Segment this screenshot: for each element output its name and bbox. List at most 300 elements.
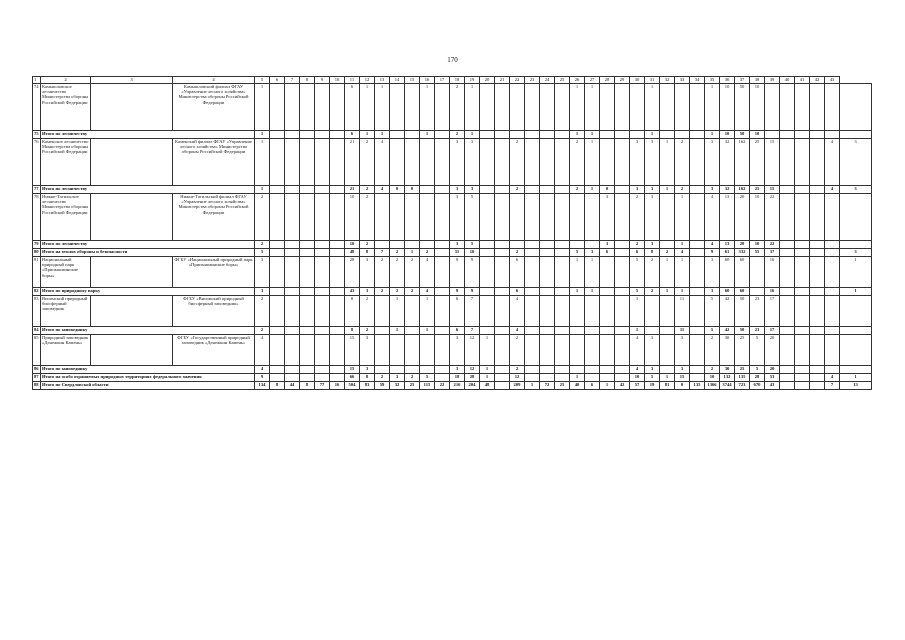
value-cell: 17 xyxy=(765,296,780,327)
value-cell: 2 xyxy=(405,257,420,288)
value-cell xyxy=(615,249,630,257)
value-cell xyxy=(690,288,705,296)
value-cell: 5 xyxy=(645,374,660,382)
value-cell: 57 xyxy=(630,382,645,390)
value-cell: 30 xyxy=(720,366,735,374)
value-cell xyxy=(600,366,615,374)
value-cell xyxy=(840,327,872,335)
value-cell xyxy=(810,186,825,194)
value-cell xyxy=(555,374,570,382)
value-cell: 48 xyxy=(480,382,495,390)
total-row xyxy=(33,288,872,296)
value-cell: 12 xyxy=(510,374,525,382)
value-cell: 3 xyxy=(705,139,720,186)
value-cell: 4 xyxy=(420,257,435,288)
value-cell: 134 xyxy=(255,382,270,390)
value-cell xyxy=(600,327,615,335)
value-cell xyxy=(525,288,540,296)
value-cell: 28 xyxy=(345,257,360,288)
value-cell xyxy=(405,296,420,327)
value-cell: 4 xyxy=(630,366,645,374)
header-cell: 41 xyxy=(795,77,810,84)
value-cell xyxy=(690,296,705,327)
value-cell xyxy=(525,366,540,374)
value-cell xyxy=(525,374,540,382)
value-cell xyxy=(555,296,570,327)
value-cell: 43 xyxy=(765,382,780,390)
value-cell xyxy=(555,288,570,296)
value-cell xyxy=(600,335,615,366)
value-cell: 4 xyxy=(375,139,390,186)
value-cell: 2 xyxy=(645,257,660,288)
value-cell: 1 xyxy=(675,194,690,241)
value-cell: 10 xyxy=(720,84,735,131)
value-cell: 1 xyxy=(630,296,645,327)
value-cell: 28 xyxy=(465,374,480,382)
total-row xyxy=(33,249,872,257)
value-cell xyxy=(555,131,570,139)
value-cell: 42 xyxy=(720,327,735,335)
value-cell xyxy=(615,288,630,296)
value-cell: 3 xyxy=(630,139,645,186)
value-cell xyxy=(780,366,795,374)
header-cell: 13 xyxy=(375,77,390,84)
value-cell xyxy=(270,366,285,374)
value-cell xyxy=(540,241,555,249)
value-cell xyxy=(795,335,810,366)
value-cell: 1 xyxy=(420,84,435,131)
value-cell: 42 xyxy=(615,382,630,390)
value-cell xyxy=(600,257,615,288)
value-cell xyxy=(315,374,330,382)
value-cell xyxy=(690,257,705,288)
value-cell xyxy=(555,366,570,374)
value-cell xyxy=(825,84,840,131)
value-cell: 3 xyxy=(450,335,465,366)
value-cell xyxy=(615,139,630,186)
value-cell xyxy=(435,288,450,296)
value-cell xyxy=(585,327,600,335)
value-cell xyxy=(285,327,300,335)
value-cell: 21 xyxy=(345,139,360,186)
value-cell xyxy=(315,296,330,327)
value-cell: 3 xyxy=(255,257,270,288)
value-cell xyxy=(300,374,315,382)
value-cell xyxy=(330,288,345,296)
value-cell xyxy=(660,194,675,241)
value-cell: 2 xyxy=(645,288,660,296)
value-cell xyxy=(615,366,630,374)
value-cell xyxy=(285,288,300,296)
value-cell xyxy=(615,131,630,139)
value-cell: 20 xyxy=(765,366,780,374)
value-cell xyxy=(585,366,600,374)
header-cell: 33 xyxy=(675,77,690,84)
value-cell xyxy=(285,131,300,139)
value-cell xyxy=(570,327,585,335)
value-cell xyxy=(810,257,825,288)
value-cell: 1 xyxy=(405,249,420,257)
header-cell: 18 xyxy=(450,77,465,84)
value-cell xyxy=(405,241,420,249)
value-cell: 16 xyxy=(765,288,780,296)
value-cell: 4 xyxy=(825,374,840,382)
total-label: Итого на землях обороны и безопасности xyxy=(41,249,255,257)
value-cell: 32 xyxy=(390,382,405,390)
value-cell: 37 xyxy=(765,249,780,257)
value-cell: 4 xyxy=(705,241,720,249)
value-cell: 15 xyxy=(345,335,360,366)
header-cell: 24 xyxy=(540,77,555,84)
value-cell: 8 xyxy=(360,374,375,382)
value-cell xyxy=(615,186,630,194)
header-cell: 10 xyxy=(330,77,345,84)
value-cell xyxy=(480,296,495,327)
value-cell: 723 xyxy=(735,382,750,390)
value-cell: 132 xyxy=(720,374,735,382)
value-cell: 1 xyxy=(570,84,585,131)
row-number: 76 xyxy=(33,139,41,186)
value-cell: 3 xyxy=(360,288,375,296)
value-cell xyxy=(270,249,285,257)
value-cell: 12 xyxy=(465,335,480,366)
value-cell: 2 xyxy=(405,374,420,382)
value-cell xyxy=(600,296,615,327)
value-cell xyxy=(300,249,315,257)
total-row xyxy=(33,327,872,335)
value-cell xyxy=(270,327,285,335)
value-cell: 135 xyxy=(690,382,705,390)
value-cell xyxy=(780,194,795,241)
value-cell xyxy=(780,241,795,249)
value-cell xyxy=(825,288,840,296)
value-cell: 2 xyxy=(420,249,435,257)
value-cell: 3 xyxy=(450,194,465,241)
value-cell xyxy=(600,131,615,139)
value-cell: 20 xyxy=(735,194,750,241)
value-cell: 50 xyxy=(735,131,750,139)
value-cell xyxy=(300,288,315,296)
value-cell xyxy=(690,249,705,257)
value-cell xyxy=(825,131,840,139)
value-cell xyxy=(315,241,330,249)
value-cell xyxy=(795,131,810,139)
value-cell xyxy=(690,335,705,366)
value-cell xyxy=(795,366,810,374)
value-cell: 1 xyxy=(585,139,600,186)
value-cell xyxy=(285,257,300,288)
value-cell xyxy=(435,131,450,139)
value-cell: 50 xyxy=(735,84,750,131)
value-cell: 1 xyxy=(675,241,690,249)
value-cell xyxy=(285,194,300,241)
value-cell: 2 xyxy=(705,366,720,374)
header-cell: 40 xyxy=(780,77,795,84)
value-cell xyxy=(480,194,495,241)
value-cell: 3 xyxy=(645,366,660,374)
value-cell: 66 xyxy=(345,374,360,382)
value-cell: 11 xyxy=(675,296,690,327)
value-cell xyxy=(660,84,675,131)
value-cell: 15 xyxy=(765,139,780,186)
total-label: Итого по заповеднику xyxy=(41,327,255,335)
value-cell: 22 xyxy=(765,241,780,249)
value-cell xyxy=(495,249,510,257)
value-cell xyxy=(315,249,330,257)
value-cell: 10 xyxy=(750,241,765,249)
empty-cell xyxy=(91,296,173,327)
value-cell: 3 xyxy=(255,288,270,296)
value-cell xyxy=(795,186,810,194)
value-cell xyxy=(495,194,510,241)
value-cell: 19 xyxy=(645,382,660,390)
value-cell: 4 xyxy=(510,327,525,335)
value-cell xyxy=(300,194,315,241)
value-cell: 44 xyxy=(285,382,300,390)
header-cell: 31 xyxy=(645,77,660,84)
value-cell xyxy=(315,288,330,296)
value-cell xyxy=(285,374,300,382)
value-cell xyxy=(420,186,435,194)
value-cell: 3 xyxy=(705,257,720,288)
value-cell xyxy=(435,84,450,131)
value-cell xyxy=(555,241,570,249)
value-cell: 8 xyxy=(345,296,360,327)
value-cell xyxy=(555,139,570,186)
value-cell: 6 xyxy=(450,327,465,335)
header-cell: 27 xyxy=(585,77,600,84)
value-cell: 2 xyxy=(255,327,270,335)
value-cell: 61 xyxy=(720,249,735,257)
value-cell xyxy=(315,186,330,194)
value-cell xyxy=(270,194,285,241)
value-cell: 4 xyxy=(825,139,840,186)
value-cell xyxy=(840,296,872,327)
value-cell xyxy=(480,131,495,139)
header-cell: 19 xyxy=(465,77,480,84)
value-cell xyxy=(780,84,795,131)
value-cell: 1 xyxy=(675,257,690,288)
value-cell: 1 xyxy=(255,131,270,139)
value-cell xyxy=(330,296,345,327)
value-cell: 1 xyxy=(465,84,480,131)
header-cell: 32 xyxy=(660,77,675,84)
value-cell: 4 xyxy=(510,296,525,327)
value-cell xyxy=(615,194,630,241)
value-cell: 670 xyxy=(750,382,765,390)
value-cell xyxy=(330,139,345,186)
value-cell xyxy=(765,131,780,139)
value-cell: 13 xyxy=(720,241,735,249)
value-cell: 25 xyxy=(555,382,570,390)
value-cell xyxy=(480,139,495,186)
value-cell: 1 xyxy=(570,288,585,296)
value-cell xyxy=(780,288,795,296)
value-cell: 22 xyxy=(435,382,450,390)
value-cell xyxy=(615,374,630,382)
value-cell xyxy=(285,84,300,131)
value-cell: 25 xyxy=(735,366,750,374)
value-cell: 30 xyxy=(720,335,735,366)
value-cell xyxy=(840,366,872,374)
value-cell xyxy=(780,249,795,257)
value-cell: 18 xyxy=(450,374,465,382)
value-cell xyxy=(525,249,540,257)
value-cell: 23 xyxy=(750,327,765,335)
value-cell xyxy=(525,335,540,366)
value-cell xyxy=(660,327,675,335)
row-number: 79 xyxy=(33,241,41,249)
value-cell xyxy=(795,288,810,296)
value-cell xyxy=(555,257,570,288)
value-cell: 3 xyxy=(645,139,660,186)
value-cell xyxy=(675,84,690,131)
value-cell: 1 xyxy=(645,131,660,139)
value-cell: 10 xyxy=(750,84,765,131)
value-cell: 3 xyxy=(600,194,615,241)
value-cell xyxy=(495,139,510,186)
value-cell: 6 xyxy=(510,257,525,288)
header-cell: 23 xyxy=(525,77,540,84)
value-cell: 2 xyxy=(450,84,465,131)
value-cell xyxy=(480,257,495,288)
value-cell xyxy=(495,374,510,382)
value-cell xyxy=(795,327,810,335)
value-cell xyxy=(660,296,675,327)
organization-name: Нижне-Тагильский филиал ФГАУ «Управление лесного хозяйства» Министерства обороны Российской Федерации xyxy=(173,194,255,241)
value-cell: 2 xyxy=(405,288,420,296)
value-cell xyxy=(435,374,450,382)
value-cell xyxy=(435,194,450,241)
value-cell: 5 xyxy=(255,249,270,257)
header-cell: 36 xyxy=(720,77,735,84)
value-cell: 1 xyxy=(390,327,405,335)
value-cell: 3 xyxy=(465,186,480,194)
header-cell: 20 xyxy=(480,77,495,84)
value-cell xyxy=(540,84,555,131)
value-cell xyxy=(585,296,600,327)
value-cell: 77 xyxy=(315,382,330,390)
header-cell: 35 xyxy=(705,77,720,84)
value-cell xyxy=(600,374,615,382)
value-cell: 9 xyxy=(450,288,465,296)
value-cell xyxy=(690,131,705,139)
value-cell xyxy=(300,296,315,327)
value-cell xyxy=(270,257,285,288)
organization-name: ФГБУ «Государственный природный заповедник «Денежкин Камень» xyxy=(173,335,255,366)
value-cell xyxy=(585,241,600,249)
value-cell: 1 xyxy=(420,327,435,335)
value-cell: 4 xyxy=(825,186,840,194)
value-cell: 1366 xyxy=(705,382,720,390)
value-cell: 2 xyxy=(360,296,375,327)
value-cell xyxy=(660,366,675,374)
value-cell: 50 xyxy=(735,296,750,327)
value-cell xyxy=(510,84,525,131)
value-cell xyxy=(555,194,570,241)
value-cell xyxy=(525,257,540,288)
value-cell: 3 xyxy=(450,139,465,186)
value-cell: 1 xyxy=(480,374,495,382)
value-cell: 15 xyxy=(675,374,690,382)
value-cell: 5 xyxy=(570,249,585,257)
total-row xyxy=(33,241,872,249)
table-row xyxy=(33,139,872,186)
value-cell xyxy=(675,131,690,139)
value-cell: 10 xyxy=(705,374,720,382)
value-cell: 0 xyxy=(405,186,420,194)
header-cell: 6 xyxy=(270,77,285,84)
value-cell: 2 xyxy=(510,335,525,366)
value-cell xyxy=(810,335,825,366)
value-cell: 3 xyxy=(675,335,690,366)
value-cell: 1 xyxy=(375,84,390,131)
value-cell xyxy=(825,366,840,374)
value-cell xyxy=(795,382,810,390)
value-cell xyxy=(315,194,330,241)
value-cell xyxy=(585,194,600,241)
value-cell: 0 xyxy=(675,382,690,390)
header-cell: 11 xyxy=(345,77,360,84)
value-cell: 1 xyxy=(660,257,675,288)
empty-cell xyxy=(91,257,173,288)
value-cell xyxy=(330,131,345,139)
value-cell xyxy=(540,139,555,186)
value-cell xyxy=(810,296,825,327)
header-cell: 38 xyxy=(750,77,765,84)
value-cell: 5 xyxy=(420,374,435,382)
value-cell: 3 xyxy=(840,186,872,194)
value-cell: 5 xyxy=(465,194,480,241)
value-cell xyxy=(510,131,525,139)
value-cell xyxy=(300,186,315,194)
row-number: 82 xyxy=(33,288,41,296)
value-cell xyxy=(405,194,420,241)
value-cell xyxy=(330,241,345,249)
header-cell: 34 xyxy=(690,77,705,84)
value-cell: 2 xyxy=(510,139,525,186)
value-cell xyxy=(285,366,300,374)
value-cell: 32 xyxy=(720,139,735,186)
value-cell: 6 xyxy=(600,249,615,257)
value-cell xyxy=(405,131,420,139)
value-cell: 11 xyxy=(675,327,690,335)
value-cell: 60 xyxy=(720,257,735,288)
value-cell: 2 xyxy=(255,241,270,249)
value-cell: 81 xyxy=(660,382,675,390)
value-cell xyxy=(570,366,585,374)
value-cell: 55 xyxy=(750,249,765,257)
value-cell xyxy=(750,288,765,296)
value-cell: 5 xyxy=(750,335,765,366)
value-cell: 10 xyxy=(630,374,645,382)
row-number: 84 xyxy=(33,327,41,335)
value-cell xyxy=(660,131,675,139)
row-number: 87 xyxy=(33,374,41,382)
value-cell xyxy=(540,366,555,374)
value-cell: 2 xyxy=(675,186,690,194)
value-cell xyxy=(600,84,615,131)
value-cell xyxy=(390,194,405,241)
forestry-name: Нижне-Тагильское лесничество Министерства обороны Российской Федерации xyxy=(41,194,91,241)
value-cell xyxy=(795,84,810,131)
value-cell: 60 xyxy=(720,288,735,296)
value-cell xyxy=(330,374,345,382)
value-cell xyxy=(405,139,420,186)
value-cell xyxy=(390,366,405,374)
value-cell xyxy=(330,257,345,288)
organization-name: ФГБУ «Висимский природный биосферный заповедник» xyxy=(173,296,255,327)
